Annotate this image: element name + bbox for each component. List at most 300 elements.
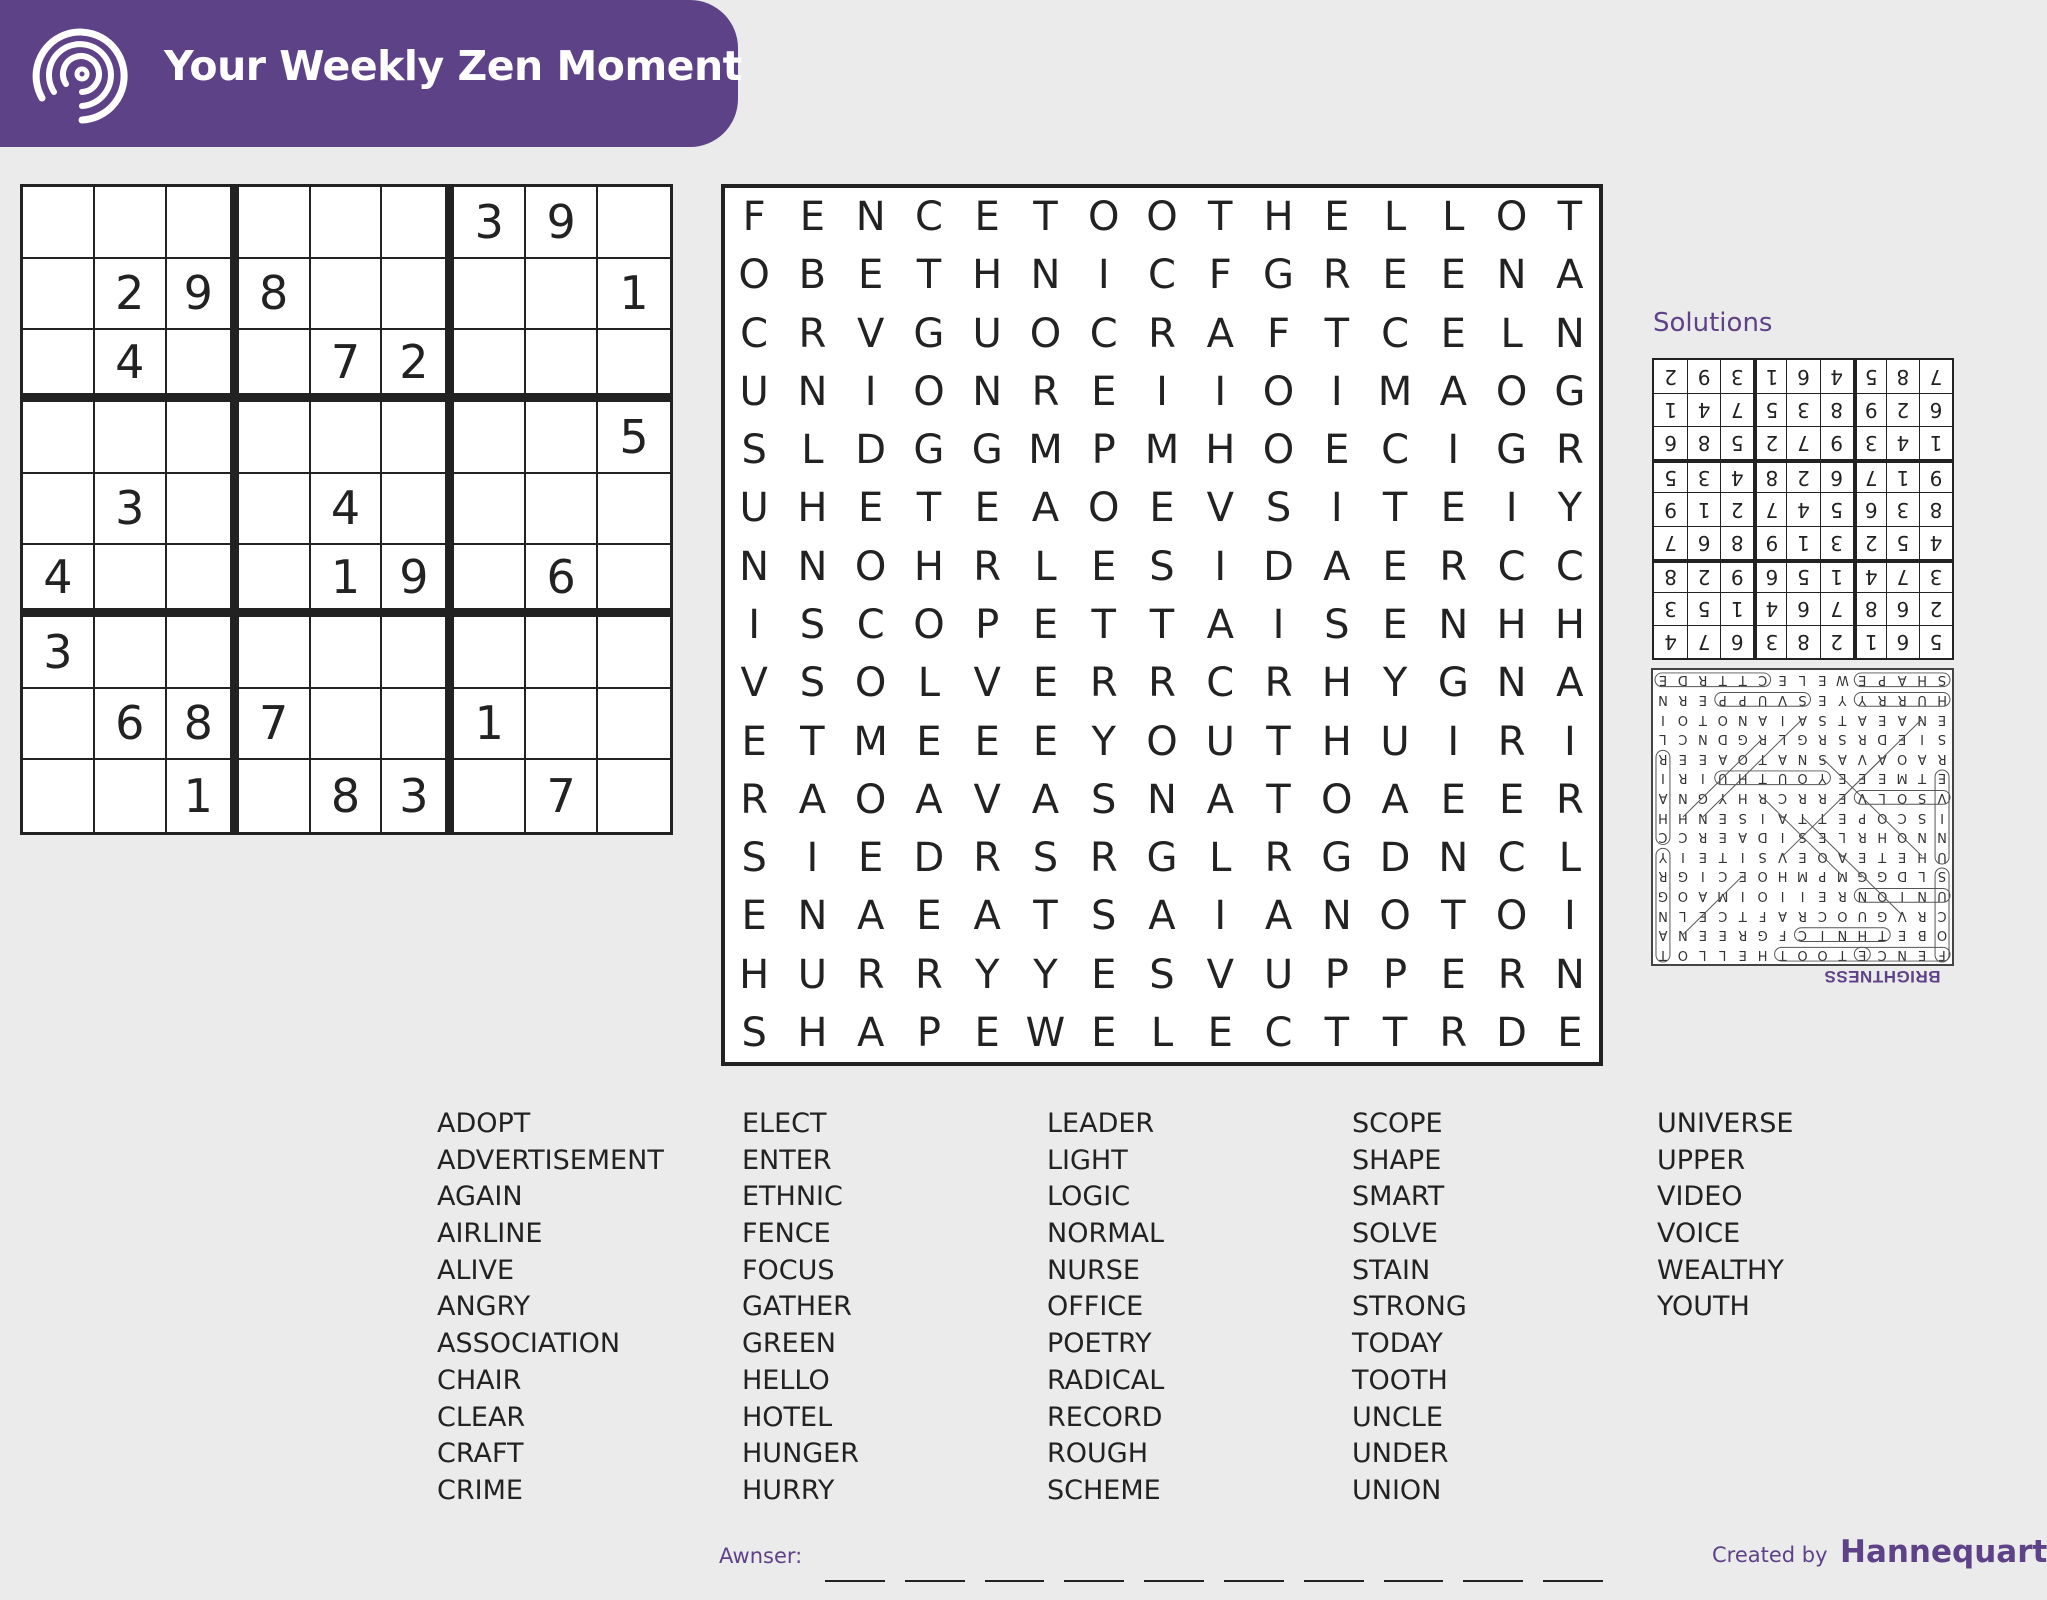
sudoku-cell: 7 bbox=[526, 760, 598, 832]
word-search-letter: S bbox=[1149, 951, 1175, 998]
word-search-letter: S bbox=[741, 1009, 767, 1056]
solution-word-search-letter: H bbox=[1678, 809, 1688, 825]
word-list-item: HUNGER bbox=[742, 1438, 860, 1470]
word-search-letter: L bbox=[1442, 194, 1465, 241]
word-search-letter: I bbox=[1156, 368, 1168, 415]
sudoku-cell: 2 bbox=[382, 330, 454, 402]
solution-word-search-letter: H bbox=[1757, 946, 1768, 962]
solution-sudoku-cell: 7 bbox=[1820, 592, 1853, 625]
solution-word-search-letter: A bbox=[1857, 711, 1867, 727]
solution-word-search-letter: E bbox=[1838, 789, 1847, 805]
solution-sudoku-cell: 8 bbox=[1786, 625, 1819, 658]
word-search-letter: E bbox=[1032, 718, 1059, 765]
solution-word-search-letter: G bbox=[1877, 907, 1888, 923]
answer-blank[interactable] bbox=[1304, 1560, 1364, 1582]
sudoku-cell bbox=[598, 187, 670, 259]
solution-word-search-letter: T bbox=[1838, 946, 1847, 962]
word-search-letter: T bbox=[1557, 194, 1583, 241]
solution-sudoku-cell: 8 bbox=[1886, 360, 1919, 393]
word-search-letter: T bbox=[800, 718, 825, 765]
header-banner bbox=[0, 0, 742, 147]
sudoku-cell bbox=[382, 474, 454, 546]
solution-word-search-letter: L bbox=[1659, 731, 1667, 747]
word-search-letter: O bbox=[1029, 310, 1062, 357]
solution-word-search-letter: D bbox=[1757, 829, 1768, 845]
solution-sudoku-cell: 3 bbox=[1886, 492, 1919, 525]
word-list-item: FOCUS bbox=[742, 1254, 835, 1286]
answer-blank[interactable] bbox=[1384, 1560, 1444, 1582]
solution-word-search-letter: I bbox=[1900, 887, 1905, 903]
solution-word-search-letter: S bbox=[1917, 789, 1927, 805]
sudoku-cell bbox=[167, 187, 239, 259]
word-list-item: SCHEME bbox=[1047, 1474, 1161, 1506]
word-search-letter: N bbox=[1147, 776, 1177, 823]
word-search-letter: R bbox=[915, 951, 943, 998]
solution-word-search-letter: E bbox=[1698, 848, 1707, 864]
answer-blank[interactable] bbox=[1463, 1560, 1523, 1582]
solution-word-search-letter: O bbox=[1717, 711, 1728, 727]
sudoku-cell bbox=[598, 545, 670, 617]
sudoku-cell bbox=[23, 187, 95, 259]
solution-sudoku-cell: 1 bbox=[1886, 459, 1919, 492]
solution-sudoku-cell: 2 bbox=[1786, 459, 1819, 492]
word-search-letter: B bbox=[798, 252, 827, 299]
word-list-item: NORMAL bbox=[1047, 1218, 1165, 1250]
solution-word-search-letter: L bbox=[1798, 672, 1807, 688]
word-search-letter: T bbox=[1382, 485, 1408, 532]
solution-word-search-letter: R bbox=[1837, 887, 1847, 903]
solution-word-search-letter: Y bbox=[1858, 691, 1867, 707]
word-search-letter: T bbox=[1324, 1009, 1349, 1056]
word-list-item: STAIN bbox=[1352, 1254, 1431, 1286]
solution-word-search-letter: I bbox=[1700, 770, 1705, 786]
solution-word-search-letter: N bbox=[1917, 829, 1927, 845]
word-search-letter: A bbox=[1556, 252, 1584, 299]
word-search-letter: A bbox=[1148, 893, 1176, 940]
word-list-item: UNIVERSE bbox=[1657, 1108, 1794, 1139]
sudoku-cell bbox=[23, 689, 95, 761]
solution-word-search-letter: G bbox=[1797, 731, 1808, 747]
solution-word-search-letter: R bbox=[1658, 868, 1668, 884]
word-list-item: STRONG bbox=[1352, 1291, 1467, 1323]
word-search-letter: P bbox=[1324, 951, 1349, 998]
answer-label: Awnser: bbox=[719, 1544, 803, 1568]
solution-sudoku-cell: 6 bbox=[1786, 592, 1819, 625]
word-list-item: ADOPT bbox=[437, 1108, 531, 1139]
word-search-letter: N bbox=[1321, 893, 1352, 940]
solution-word-search-letter: H bbox=[1917, 672, 1927, 688]
solution-word-search-letter: N bbox=[1837, 927, 1848, 943]
word-search-letter: C bbox=[1381, 310, 1410, 357]
solution-word-search-letter: O bbox=[1817, 946, 1828, 962]
solution-sudoku-cell: 1 bbox=[1654, 393, 1687, 426]
solution-word-search-letter: H bbox=[1917, 848, 1927, 864]
word-search-letter: I bbox=[806, 835, 819, 882]
solution-word-search-letter: A bbox=[1698, 887, 1708, 903]
solution-word-search-letter: A bbox=[1837, 848, 1847, 864]
word-search-letter: E bbox=[974, 1009, 1000, 1056]
word-list-item: RECORD bbox=[1047, 1401, 1163, 1433]
sudoku-cell: 3 bbox=[23, 617, 95, 689]
word-search-letter: R bbox=[973, 835, 1002, 882]
word-search-letter: R bbox=[740, 776, 769, 823]
word-search-letter: E bbox=[1207, 1009, 1233, 1056]
solution-sudoku-cell: 7 bbox=[1919, 360, 1952, 393]
solution-word-search-letter: T bbox=[1718, 848, 1727, 864]
solution-word-search-letter: T bbox=[1798, 809, 1807, 825]
word-list-item: POETRY bbox=[1047, 1328, 1152, 1360]
sudoku-solution-grid bbox=[1652, 358, 1954, 660]
solution-word-search-letter: I bbox=[1780, 711, 1785, 727]
solution-sudoku-cell: 6 bbox=[1886, 625, 1919, 658]
solution-word-search-letter: A bbox=[1917, 750, 1927, 766]
solution-word-search-letter: R bbox=[1678, 770, 1688, 786]
word-search-letter: I bbox=[1214, 893, 1227, 940]
solution-sudoku-cell: 2 bbox=[1853, 526, 1886, 559]
answer-blank[interactable] bbox=[1144, 1560, 1204, 1582]
solution-word-search-letter: O bbox=[1677, 887, 1689, 903]
word-list-item: SCOPE bbox=[1352, 1108, 1443, 1139]
solution-sudoku-cell: 9 bbox=[1720, 559, 1753, 592]
sudoku-cell bbox=[23, 760, 95, 832]
spiral-logo-icon bbox=[30, 26, 134, 126]
word-search-letter: S bbox=[741, 835, 767, 882]
solution-sudoku-cell: 1 bbox=[1919, 426, 1952, 459]
solution-word-search-letter: A bbox=[1738, 829, 1748, 845]
sudoku-cell bbox=[167, 402, 239, 474]
sudoku-cell: 5 bbox=[598, 402, 670, 474]
solution-word-search-letter: I bbox=[1700, 868, 1705, 884]
solution-word-search-letter: E bbox=[1858, 770, 1867, 786]
solution-word-search-letter: Y bbox=[1659, 848, 1667, 864]
word-search-letter: E bbox=[1091, 951, 1117, 998]
word-search-letter: E bbox=[1032, 660, 1059, 707]
sudoku-cell bbox=[167, 545, 239, 617]
sudoku-cell bbox=[454, 259, 526, 331]
word-search-letter: R bbox=[1148, 310, 1176, 357]
solution-sudoku-cell: 8 bbox=[1687, 426, 1720, 459]
word-search-letter: H bbox=[913, 543, 944, 590]
solution-word-search-letter: C bbox=[1797, 927, 1808, 943]
word-search-letter: Y bbox=[1557, 485, 1583, 532]
sudoku-cell: 4 bbox=[23, 545, 95, 617]
solution-word-search-letter: E bbox=[1698, 907, 1707, 923]
word-search-letter: E bbox=[799, 194, 826, 241]
solution-sudoku-cell: 4 bbox=[1919, 526, 1952, 559]
word-search-letter: N bbox=[739, 543, 770, 590]
sudoku-cell bbox=[454, 545, 526, 617]
solution-word-search-letter: E bbox=[1718, 829, 1727, 845]
word-list-item: WEALTHY bbox=[1657, 1254, 1784, 1286]
solution-word-search-letter: O bbox=[1797, 946, 1808, 962]
solution-word-search-letter: E bbox=[1738, 868, 1747, 884]
word-list-item: ROUGH bbox=[1047, 1438, 1148, 1470]
solution-sudoku-cell: 6 bbox=[1886, 592, 1919, 625]
word-search-letter: T bbox=[1091, 601, 1116, 648]
word-search-letter: G bbox=[1146, 835, 1178, 882]
solution-word-search-letter: N bbox=[1917, 887, 1927, 903]
solution-word-search-letter: C bbox=[1758, 672, 1768, 688]
word-search-letter: F bbox=[742, 194, 766, 241]
solution-word-search-letter: D bbox=[1897, 868, 1908, 884]
solution-sudoku-cell: 8 bbox=[1820, 393, 1853, 426]
word-search-letter: G bbox=[1263, 252, 1295, 299]
sudoku-cell bbox=[311, 689, 383, 761]
solution-sudoku-cell: 3 bbox=[1853, 426, 1886, 459]
word-search-letter: U bbox=[739, 368, 769, 415]
word-list bbox=[437, 1106, 1887, 1506]
solution-sudoku-cell: 5 bbox=[1919, 625, 1952, 658]
sudoku-cell bbox=[311, 617, 383, 689]
solution-word-search-letter: G bbox=[1737, 731, 1748, 747]
sudoku-cell bbox=[598, 760, 670, 832]
solution-word-search-letter: E bbox=[1918, 946, 1927, 962]
word-list-item: HURRY bbox=[742, 1474, 835, 1506]
sudoku-cell bbox=[95, 617, 167, 689]
sudoku-cell: 4 bbox=[95, 330, 167, 402]
sudoku-cell bbox=[454, 617, 526, 689]
word-search-letter: V bbox=[973, 776, 1001, 823]
solution-word-search-letter: D bbox=[1717, 731, 1728, 747]
word-list-item: LEADER bbox=[1047, 1108, 1155, 1139]
word-search-letter: Y bbox=[1033, 951, 1058, 998]
solution-sudoku-cell: 7 bbox=[1853, 459, 1886, 492]
word-search-letter: R bbox=[1439, 543, 1468, 590]
sudoku-cell bbox=[382, 689, 454, 761]
solution-hidden-word: BRIGHTNESS bbox=[1824, 967, 1941, 986]
word-search-letter: A bbox=[1206, 310, 1234, 357]
word-search-letter: L bbox=[1209, 835, 1232, 882]
word-list-item: LOGIC bbox=[1047, 1181, 1131, 1213]
sudoku-cell bbox=[239, 617, 311, 689]
solution-word-search-letter: T bbox=[1698, 711, 1707, 727]
word-search-letter: E bbox=[741, 893, 767, 940]
solution-sudoku-cell: 2 bbox=[1886, 393, 1919, 426]
solution-word-search-letter: H bbox=[1937, 691, 1947, 707]
word-search-letter: E bbox=[974, 485, 1000, 532]
word-search-letter: R bbox=[1439, 1009, 1468, 1056]
word-search-letter: H bbox=[1321, 718, 1352, 765]
solution-word-search-letter: O bbox=[1897, 829, 1908, 845]
word-search-puzzle bbox=[721, 184, 1603, 1066]
solution-word-search-letter: O bbox=[1757, 868, 1768, 884]
solution-word-search-letter: R bbox=[1758, 731, 1768, 747]
word-search-letter: D bbox=[1496, 1009, 1527, 1056]
solution-word-search-letter: L bbox=[1699, 946, 1707, 962]
solution-sudoku-cell: 2 bbox=[1919, 592, 1952, 625]
word-search-letter: H bbox=[797, 485, 828, 532]
solution-sudoku-cell: 6 bbox=[1720, 625, 1753, 658]
brand-logo: Hannequart bbox=[1840, 1534, 2047, 1570]
solution-word-search-letter: G bbox=[1857, 868, 1868, 884]
word-search-letter: S bbox=[1324, 601, 1350, 648]
solution-word-search-letter: G bbox=[1757, 927, 1768, 943]
solution-sudoku-cell: 3 bbox=[1654, 592, 1687, 625]
solution-word-search-letter: T bbox=[1918, 770, 1927, 786]
solution-word-search-letter: R bbox=[1857, 731, 1867, 747]
word-search-letter: E bbox=[1440, 776, 1466, 823]
solution-word-search-letter: N bbox=[1678, 789, 1688, 805]
solution-sudoku-cell: 7 bbox=[1720, 393, 1753, 426]
sudoku-cell bbox=[95, 760, 167, 832]
word-search-letter: E bbox=[1032, 601, 1059, 648]
word-search-letter: H bbox=[797, 1009, 828, 1056]
word-search-letter: A bbox=[798, 776, 827, 823]
solution-word-search-letter: N bbox=[1737, 711, 1748, 727]
solution-sudoku-cell: 5 bbox=[1753, 393, 1786, 426]
word-list-item: CHAIR bbox=[437, 1364, 522, 1396]
solution-sudoku-cell: 8 bbox=[1753, 459, 1786, 492]
solution-word-search-letter: L bbox=[1878, 789, 1886, 805]
sudoku-cell: 3 bbox=[95, 474, 167, 546]
sudoku-cell bbox=[598, 689, 670, 761]
word-search-letter: O bbox=[913, 601, 945, 648]
solution-sudoku-cell: 2 bbox=[1820, 625, 1853, 658]
sudoku-cell bbox=[382, 259, 454, 331]
solution-word-search-letter: O bbox=[1897, 750, 1908, 766]
sudoku-cell bbox=[598, 330, 670, 402]
sudoku-cell: 7 bbox=[239, 689, 311, 761]
solution-word-search-letter: R bbox=[1897, 691, 1907, 707]
word-list-item: NURSE bbox=[1047, 1254, 1140, 1286]
solution-word-search-letter: W bbox=[1835, 672, 1849, 688]
solution-word-search-letter: E bbox=[1898, 927, 1907, 943]
credit-line bbox=[1712, 1534, 2047, 1570]
solution-word-search-letter: E bbox=[1898, 731, 1907, 747]
solution-word-search-letter: E bbox=[1858, 672, 1867, 688]
solution-word-search-letter: T bbox=[1738, 907, 1747, 923]
word-search-letter: R bbox=[973, 543, 1002, 590]
word-search-letter: N bbox=[797, 543, 828, 590]
sudoku-cell bbox=[454, 760, 526, 832]
word-search-letter: C bbox=[1497, 835, 1526, 882]
word-search-letter: D bbox=[1263, 543, 1294, 590]
solution-word-search-letter: O bbox=[1797, 770, 1808, 786]
word-search-letter: I bbox=[1447, 427, 1460, 474]
answer-blank[interactable] bbox=[1543, 1560, 1603, 1582]
solution-word-search-letter: C bbox=[1658, 829, 1668, 845]
word-search-letter: R bbox=[798, 310, 827, 357]
solution-word-search-letter: O bbox=[1677, 711, 1689, 727]
word-list-item: GATHER bbox=[742, 1291, 852, 1323]
solution-word-search-letter: G bbox=[1657, 887, 1669, 903]
answer-blank[interactable] bbox=[1064, 1560, 1124, 1582]
solution-word-search-letter: B bbox=[1917, 927, 1927, 943]
word-search-letter: E bbox=[1557, 1009, 1583, 1056]
answer-blank[interactable] bbox=[825, 1560, 885, 1582]
solution-word-search-letter: A bbox=[1798, 711, 1807, 727]
solution-sudoku-cell: 3 bbox=[1720, 360, 1753, 393]
solution-word-search-letter: S bbox=[1758, 848, 1767, 864]
solution-word-search-letter: E bbox=[1937, 711, 1947, 727]
word-search-letter: A bbox=[915, 776, 943, 823]
solution-sudoku-cell: 4 bbox=[1886, 426, 1919, 459]
solution-word-search-letter: V bbox=[1857, 789, 1867, 805]
solution-word-search-letter: F bbox=[1758, 907, 1767, 923]
word-search-letter: C bbox=[1148, 252, 1176, 299]
word-search-letter: O bbox=[913, 368, 945, 415]
word-search-letter: E bbox=[1440, 951, 1466, 998]
solution-word-search-letter: P bbox=[1718, 691, 1727, 707]
word-search-letter: T bbox=[1266, 718, 1291, 765]
word-search-letter: E bbox=[1324, 427, 1350, 474]
solution-word-search-letter: P bbox=[1818, 868, 1827, 884]
word-search-letter: C bbox=[1206, 660, 1235, 707]
word-search-letter: R bbox=[1497, 951, 1526, 998]
word-search-letter: A bbox=[1381, 776, 1409, 823]
word-search-letter: I bbox=[1563, 893, 1576, 940]
word-search-letter: N bbox=[1496, 660, 1527, 707]
solution-word-search-letter: E bbox=[1838, 770, 1847, 786]
solution-word-search-letter: I bbox=[1760, 809, 1765, 825]
solution-word-search-letter: E bbox=[1858, 848, 1867, 864]
solution-word-search-letter: S bbox=[1798, 691, 1807, 707]
word-search-letter: F bbox=[1208, 252, 1232, 299]
solution-word-search-letter: S bbox=[1818, 750, 1827, 766]
answer-blank[interactable] bbox=[905, 1560, 965, 1582]
word-search-letter: R bbox=[1322, 252, 1351, 299]
solution-word-search-letter: R bbox=[1937, 750, 1947, 766]
sudoku-cell bbox=[239, 545, 311, 617]
page-title: Your Weekly Zen Moment bbox=[164, 42, 742, 90]
word-search-letter: V bbox=[856, 310, 885, 357]
word-search-letter: O bbox=[1495, 893, 1528, 940]
solution-sudoku-cell: 3 bbox=[1919, 559, 1952, 592]
solution-word-search-letter: A bbox=[1758, 711, 1768, 727]
solution-word-search-letter: A bbox=[1897, 672, 1907, 688]
sudoku-cell bbox=[382, 617, 454, 689]
solution-word-search-letter: I bbox=[1740, 848, 1745, 864]
solution-word-search-letter: U bbox=[1857, 907, 1868, 923]
solution-word-search-letter: P bbox=[1858, 809, 1867, 825]
sudoku-cell: 9 bbox=[526, 187, 598, 259]
word-list-item: LIGHT bbox=[1047, 1144, 1128, 1176]
word-search-letter: I bbox=[864, 368, 877, 415]
word-search-letter: E bbox=[1440, 485, 1466, 532]
sudoku-cell bbox=[23, 474, 95, 546]
solution-word-search-letter: H bbox=[1658, 809, 1668, 825]
word-search-letter: O bbox=[1379, 893, 1411, 940]
word-search-letter: G bbox=[971, 427, 1003, 474]
answer-blank[interactable] bbox=[985, 1560, 1045, 1582]
solution-word-search-letter: N bbox=[1678, 927, 1688, 943]
solution-sudoku-cell: 4 bbox=[1853, 559, 1886, 592]
sudoku-cell: 8 bbox=[167, 689, 239, 761]
sudoku-cell bbox=[167, 474, 239, 546]
solution-word-search-letter: O bbox=[1817, 848, 1828, 864]
solution-sudoku-cell: 8 bbox=[1654, 559, 1687, 592]
answer-blank[interactable] bbox=[1224, 1560, 1284, 1582]
word-search-letter: O bbox=[854, 660, 887, 707]
solution-word-search-letter: I bbox=[1820, 927, 1825, 943]
solution-sudoku-cell: 4 bbox=[1687, 393, 1720, 426]
solution-word-search-letter: I bbox=[1800, 887, 1805, 903]
solution-word-search-letter: L bbox=[1679, 907, 1687, 923]
solution-word-search-letter: A bbox=[1778, 809, 1788, 825]
word-search-letter: T bbox=[1441, 893, 1466, 940]
word-list-item: HELLO bbox=[742, 1364, 830, 1396]
sudoku-cell: 1 bbox=[167, 760, 239, 832]
solution-sudoku-cell: 3 bbox=[1820, 526, 1853, 559]
solution-word-search-letter: R bbox=[1817, 731, 1827, 747]
sudoku-cell bbox=[598, 474, 670, 546]
solution-sudoku-cell: 6 bbox=[1753, 559, 1786, 592]
solution-sudoku-cell: 8 bbox=[1720, 526, 1753, 559]
word-search-letter: F bbox=[1267, 310, 1291, 357]
solution-word-search-letter: N bbox=[1697, 731, 1708, 747]
word-search-letter: R bbox=[1089, 835, 1118, 882]
word-list-item: RADICAL bbox=[1047, 1364, 1165, 1396]
